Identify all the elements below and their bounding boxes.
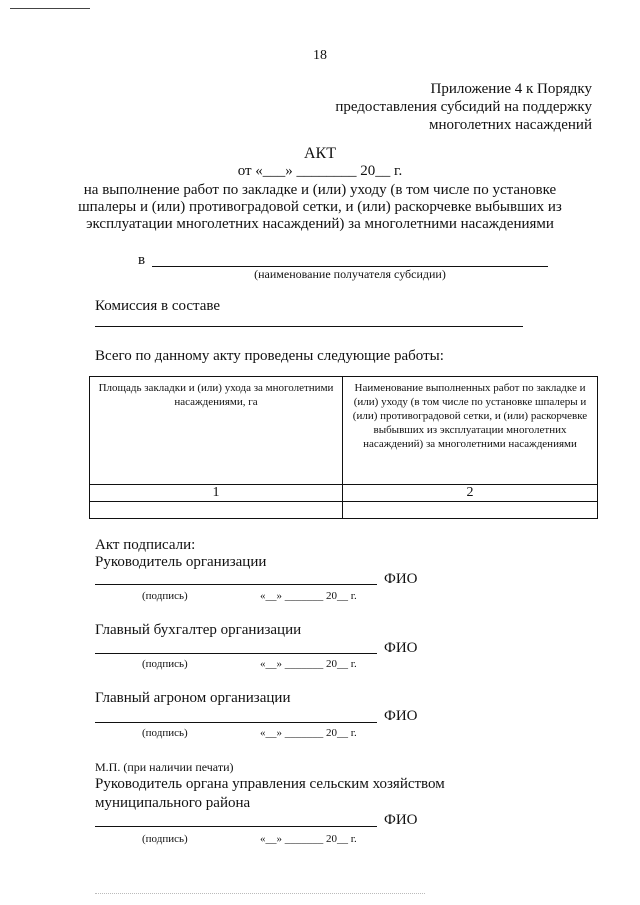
header-works: Наименование выполненных работ по закладке и (или) уходу (в том числе по установке шпалеры и (или) противоградовой сетки, и (или) раскорчевке выбывших из эксплуатации многолетних насаждений) за многолетними насаждениями [343,377,598,485]
appendix-note [335,80,592,134]
signature-caption: (подпись) [142,727,188,739]
signatory-title: Главный агроном организации [95,690,291,706]
column-number-1: 1 [90,485,343,502]
table-cell [90,502,343,519]
table-header-row [90,377,598,485]
stamp-note: М.П. (при наличии печати) [95,760,234,774]
authority-title-line-2: муниципального района [95,795,251,811]
signature-caption: (подпись) [142,833,188,845]
signature-date: «__» _______ 20__ г. [260,727,357,739]
signatory-title: Главный бухгалтер организации [95,622,302,638]
signed-label: Акт подписали: [95,537,196,553]
header-area: Площадь закладки и (или) ухода за многолетними насаждениями, га [90,377,343,485]
table-row [90,502,598,519]
signature-caption: (подпись) [142,590,188,602]
recipient-caption: (наименование получателя субсидии) [254,267,446,281]
commission-line [95,326,523,327]
act-date-line: от «___» ________ 20__ г. [237,163,403,179]
act-description: на выполнение работ по закладке и (или) уходу (в том числе по установке шпалеры и (или) противоградовой сетки, и (или) раскорчевке выбывших из эксплуатации многолетних насаждений) за многолетними насаждениями [78,182,562,232]
top-rule [10,8,90,9]
signature-caption: (подпись) [142,658,188,670]
commission-label: Комиссия в составе [95,298,221,314]
appendix-line-2: предоставления субсидий на поддержку [335,99,592,115]
signatory-title: Руководитель организации [95,554,267,570]
recipient-in-label: в [138,252,146,268]
works-intro: Всего по данному акту проведены следующие работы: [95,348,444,364]
signature-date: «__» _______ 20__ г. [260,590,357,602]
signature-date: «__» _______ 20__ г. [260,833,357,845]
signature-line [95,584,377,585]
table-cell [343,502,598,519]
fio-label: ФИО [384,708,418,724]
page-number: 18 [313,48,327,63]
act-title: АКТ [304,145,336,162]
fio-label: ФИО [384,640,418,656]
bottom-noise-line [95,893,425,894]
appendix-line-3: многолетних насаждений [428,117,592,133]
works-table [89,376,598,519]
signature-line [95,722,377,723]
appendix-line-1: Приложение 4 к Порядку [430,81,592,97]
fio-label: ФИО [384,571,418,587]
signature-line [95,826,377,827]
column-number-2: 2 [343,485,598,502]
authority-title-line-1: Руководитель органа управления сельским хозяйством [95,776,445,792]
signature-line [95,653,377,654]
signature-date: «__» _______ 20__ г. [260,658,357,670]
fio-label: ФИО [384,812,418,828]
table-number-row [90,485,598,502]
